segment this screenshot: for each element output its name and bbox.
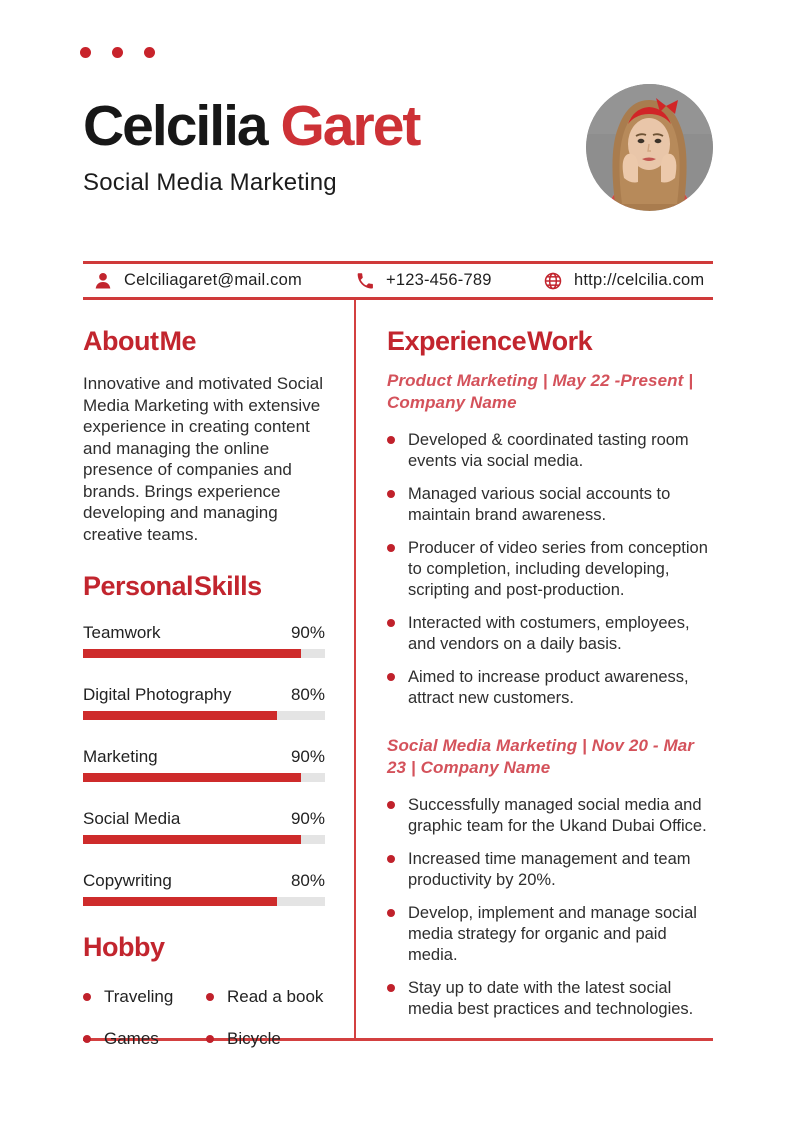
- about-heading: About Me: [83, 326, 196, 356]
- job-subtitle: Social Media Marketing: [83, 168, 337, 196]
- contact-website: [543, 271, 704, 291]
- header: [83, 84, 713, 211]
- skill-percent: 80%: [290, 685, 325, 704]
- profile-photo-illustration: [586, 84, 713, 211]
- skill-row: [83, 622, 325, 658]
- user-icon: [93, 271, 113, 291]
- about-text: Innovative and motivated Social Media Marketing with extensive experience in creating content and managing the online presence of companies and brands. Brings experience developing and managing creative teams.: [83, 374, 324, 544]
- skills-list: [83, 622, 325, 906]
- bullet-icon: [387, 436, 395, 444]
- contact-website-text[interactable]: http://celcilia.com: [574, 271, 705, 289]
- bullet-icon: [387, 855, 395, 863]
- hobby-label: Bicycle: [227, 1029, 281, 1048]
- job-entry: [387, 735, 713, 1020]
- skill-label: Social Media: [83, 809, 181, 828]
- decorative-dots: [80, 0, 793, 58]
- main-content: [83, 300, 713, 1048]
- job-bullet: [387, 430, 713, 472]
- skill-bar-fill: [83, 711, 277, 720]
- skill-row: [83, 808, 325, 844]
- bullet-icon: [387, 544, 395, 552]
- hobby-item: [83, 1029, 206, 1049]
- contact-email-text[interactable]: Celciliagaret@mail.com: [124, 271, 302, 289]
- job-bullet-text: Managed various social accounts to maintain brand awareness.: [408, 485, 671, 524]
- dot-icon: [144, 47, 155, 58]
- job-bullet-text: Interacted with costumers, employees, and vendors on a daily basis.: [408, 614, 690, 653]
- contact-phone-text[interactable]: +123-456-789: [386, 271, 492, 289]
- skill-label: Digital Photography: [83, 685, 232, 704]
- job-bullet: [387, 667, 713, 709]
- skill-bar: [83, 773, 325, 782]
- job-bullet: [387, 849, 713, 891]
- bullet-icon: [387, 801, 395, 809]
- bullet-icon: [83, 993, 91, 1001]
- globe-icon: [543, 271, 563, 291]
- job-bullet: [387, 903, 713, 966]
- bullet-icon: [206, 993, 214, 1001]
- skill-bar: [83, 711, 325, 720]
- job-bullets: [387, 430, 713, 709]
- bullet-icon: [206, 1035, 214, 1043]
- job-entry: [387, 370, 713, 709]
- bullet-icon: [387, 673, 395, 681]
- job-bullets: [387, 795, 713, 1020]
- job-bullet-text: Develop, implement and manage social media strategy for organic and paid media.: [408, 904, 697, 964]
- hobby-item: [83, 987, 206, 1007]
- skills-heading: Personal Skills: [83, 571, 262, 601]
- bullet-icon: [387, 619, 395, 627]
- skill-row: [83, 746, 325, 782]
- job-bullet: [387, 613, 713, 655]
- job-bullet-text: Producer of video series from conception to completion, including developing, scripting and post-production.: [408, 539, 708, 599]
- skill-bar: [83, 649, 325, 658]
- name-first: Celcilia: [83, 94, 267, 158]
- job-bullet-text: Developed & coordinated tasting room events via social media.: [408, 431, 689, 470]
- job-bullet: [387, 484, 713, 526]
- bullet-icon: [387, 490, 395, 498]
- page-title: [83, 94, 420, 158]
- job-bullet-text: Aimed to increase product awareness, attract new customers.: [408, 668, 689, 707]
- job-bullet: [387, 538, 713, 601]
- avatar: [586, 84, 713, 211]
- skill-row: [83, 684, 325, 720]
- contact-email: [83, 271, 355, 291]
- skill-percent: 90%: [290, 809, 325, 828]
- bullet-icon: [387, 984, 395, 992]
- experience-heading: Experience Work: [387, 326, 593, 356]
- skill-label: Copywriting: [83, 871, 172, 890]
- skill-percent: 90%: [290, 747, 325, 766]
- bullet-icon: [83, 1035, 91, 1043]
- dot-icon: [112, 47, 123, 58]
- skill-label: Teamwork: [83, 623, 161, 642]
- hobby-label: Games: [104, 1029, 159, 1048]
- job-title: Social Media Marketing | Nov 20 - Mar 23 | Company Name: [387, 736, 694, 777]
- skill-bar-fill: [83, 897, 277, 906]
- left-column: [83, 300, 356, 1048]
- right-column: [356, 300, 713, 1038]
- hobby-label: Traveling: [104, 987, 174, 1006]
- job-bullet-text: Stay up to date with the latest social media best practices and technologies.: [408, 979, 694, 1018]
- skill-percent: 90%: [290, 623, 325, 642]
- hobby-heading: Hobby: [83, 932, 165, 962]
- job-bullet-text: Successfully managed social media and graphic team for the Ukand Dubai Office.: [408, 796, 707, 835]
- skill-bar-fill: [83, 835, 301, 844]
- job-bullet: [387, 795, 713, 837]
- skill-label: Marketing: [83, 747, 158, 766]
- job-title: Product Marketing | May 22 -Present | Company Name: [387, 371, 694, 412]
- phone-icon: [355, 271, 375, 291]
- name-last: Garet: [280, 94, 420, 158]
- hobby-item: [206, 1029, 325, 1049]
- hobby-item: [206, 987, 325, 1007]
- hobby-label: Read a book: [227, 987, 324, 1006]
- contact-phone: [355, 271, 543, 291]
- skill-percent: 80%: [290, 871, 325, 890]
- job-bullet-text: Increased time management and team productivity by 20%.: [408, 850, 691, 889]
- skill-row: [83, 870, 325, 906]
- name-block: [83, 84, 419, 197]
- dot-icon: [80, 47, 91, 58]
- skill-bar: [83, 897, 325, 906]
- hobby-list: [83, 987, 325, 1049]
- job-bullet: [387, 978, 713, 1020]
- contact-bar: [83, 261, 713, 300]
- bullet-icon: [387, 909, 395, 917]
- skill-bar-fill: [83, 649, 301, 658]
- skill-bar: [83, 835, 325, 844]
- skill-bar-fill: [83, 773, 301, 782]
